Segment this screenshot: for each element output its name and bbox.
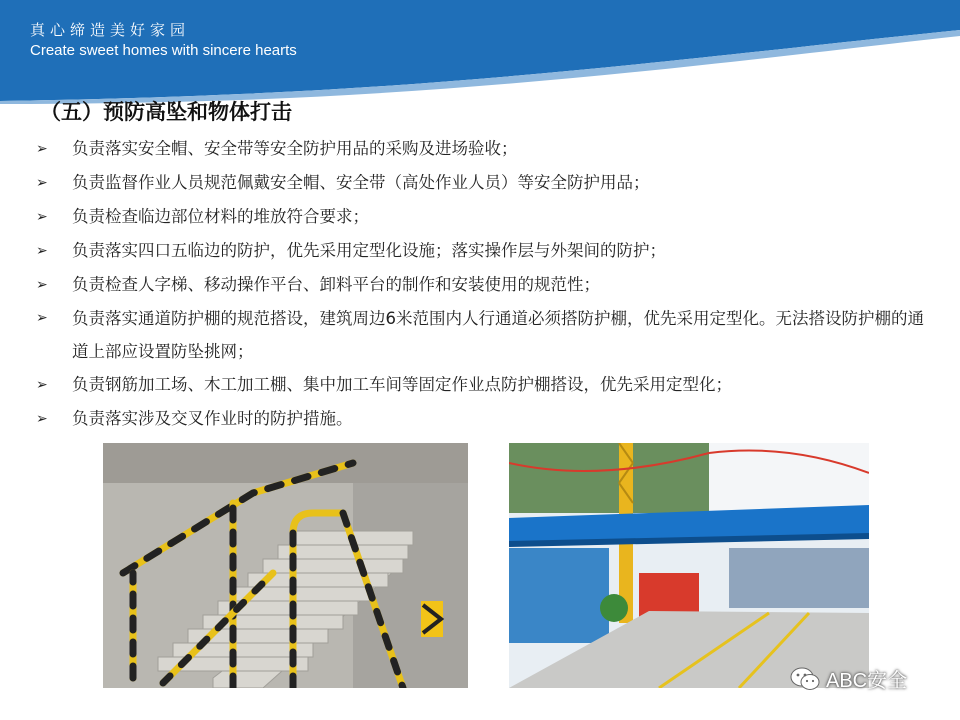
list-item [36,200,926,234]
arrow-bullet-icon: ➢ [36,377,48,393]
list-item [36,132,926,166]
list-item [36,234,926,268]
list-item-text: 负责监督作业人员规范佩戴安全帽、安全带（高处作业人员）等安全防护用品； [72,173,650,192]
list-item-text: 负责落实安全帽、安全带等安全防护用品的采购及进场验收； [72,139,518,158]
list-item-text: 负责检查临边部位材料的堆放符合要求； [72,207,369,226]
list-item [36,402,926,436]
protective-shed-photo [509,443,869,688]
list-item [36,302,926,368]
arrow-bullet-icon: ➢ [36,209,48,225]
watermark [790,664,907,693]
list-item-text: 负责检查人字梯、移动操作平台、卸料平台的制作和安装使用的规范性； [72,275,600,294]
list-item-text: 负责钢筋加工场、木工加工棚、集中加工车间等固定作业点防护棚搭设，优先采用定型化； [72,375,732,394]
arrow-bullet-icon: ➢ [36,277,48,293]
list-item [36,368,926,402]
stair-railing-photo [103,443,468,688]
wechat-icon [790,666,820,692]
arrow-bullet-icon: ➢ [36,141,48,157]
slogan-chinese: 真心缔造美好家园 [30,21,191,39]
section-title: （五）预防高坠和物体打击 [40,99,292,124]
slogan-english: Create sweet homes with sincere hearts [30,42,297,59]
arrow-bullet-icon: ➢ [36,310,48,326]
list-item-text: 负责落实四口五临边的防护，优先采用定型化设施；落实操作层与外架间的防护； [72,241,666,260]
list-item [36,166,926,200]
header-banner [0,0,960,110]
arrow-bullet-icon: ➢ [36,243,48,259]
list-item [36,268,926,302]
arrow-bullet-icon: ➢ [36,175,48,191]
arrow-bullet-icon: ➢ [36,411,48,427]
watermark-text: ABC安全 [826,670,908,692]
list-item-text: 负责落实涉及交叉作业时的防护措施。 [72,409,353,428]
list-item-text: 负责落实通道防护棚的规范搭设，建筑周边6米范围内人行通道必须搭防护棚，优先采用定型化。无法搭设防护棚的通道上部应设置防坠挑网； [72,309,924,361]
bullet-list [36,132,926,436]
